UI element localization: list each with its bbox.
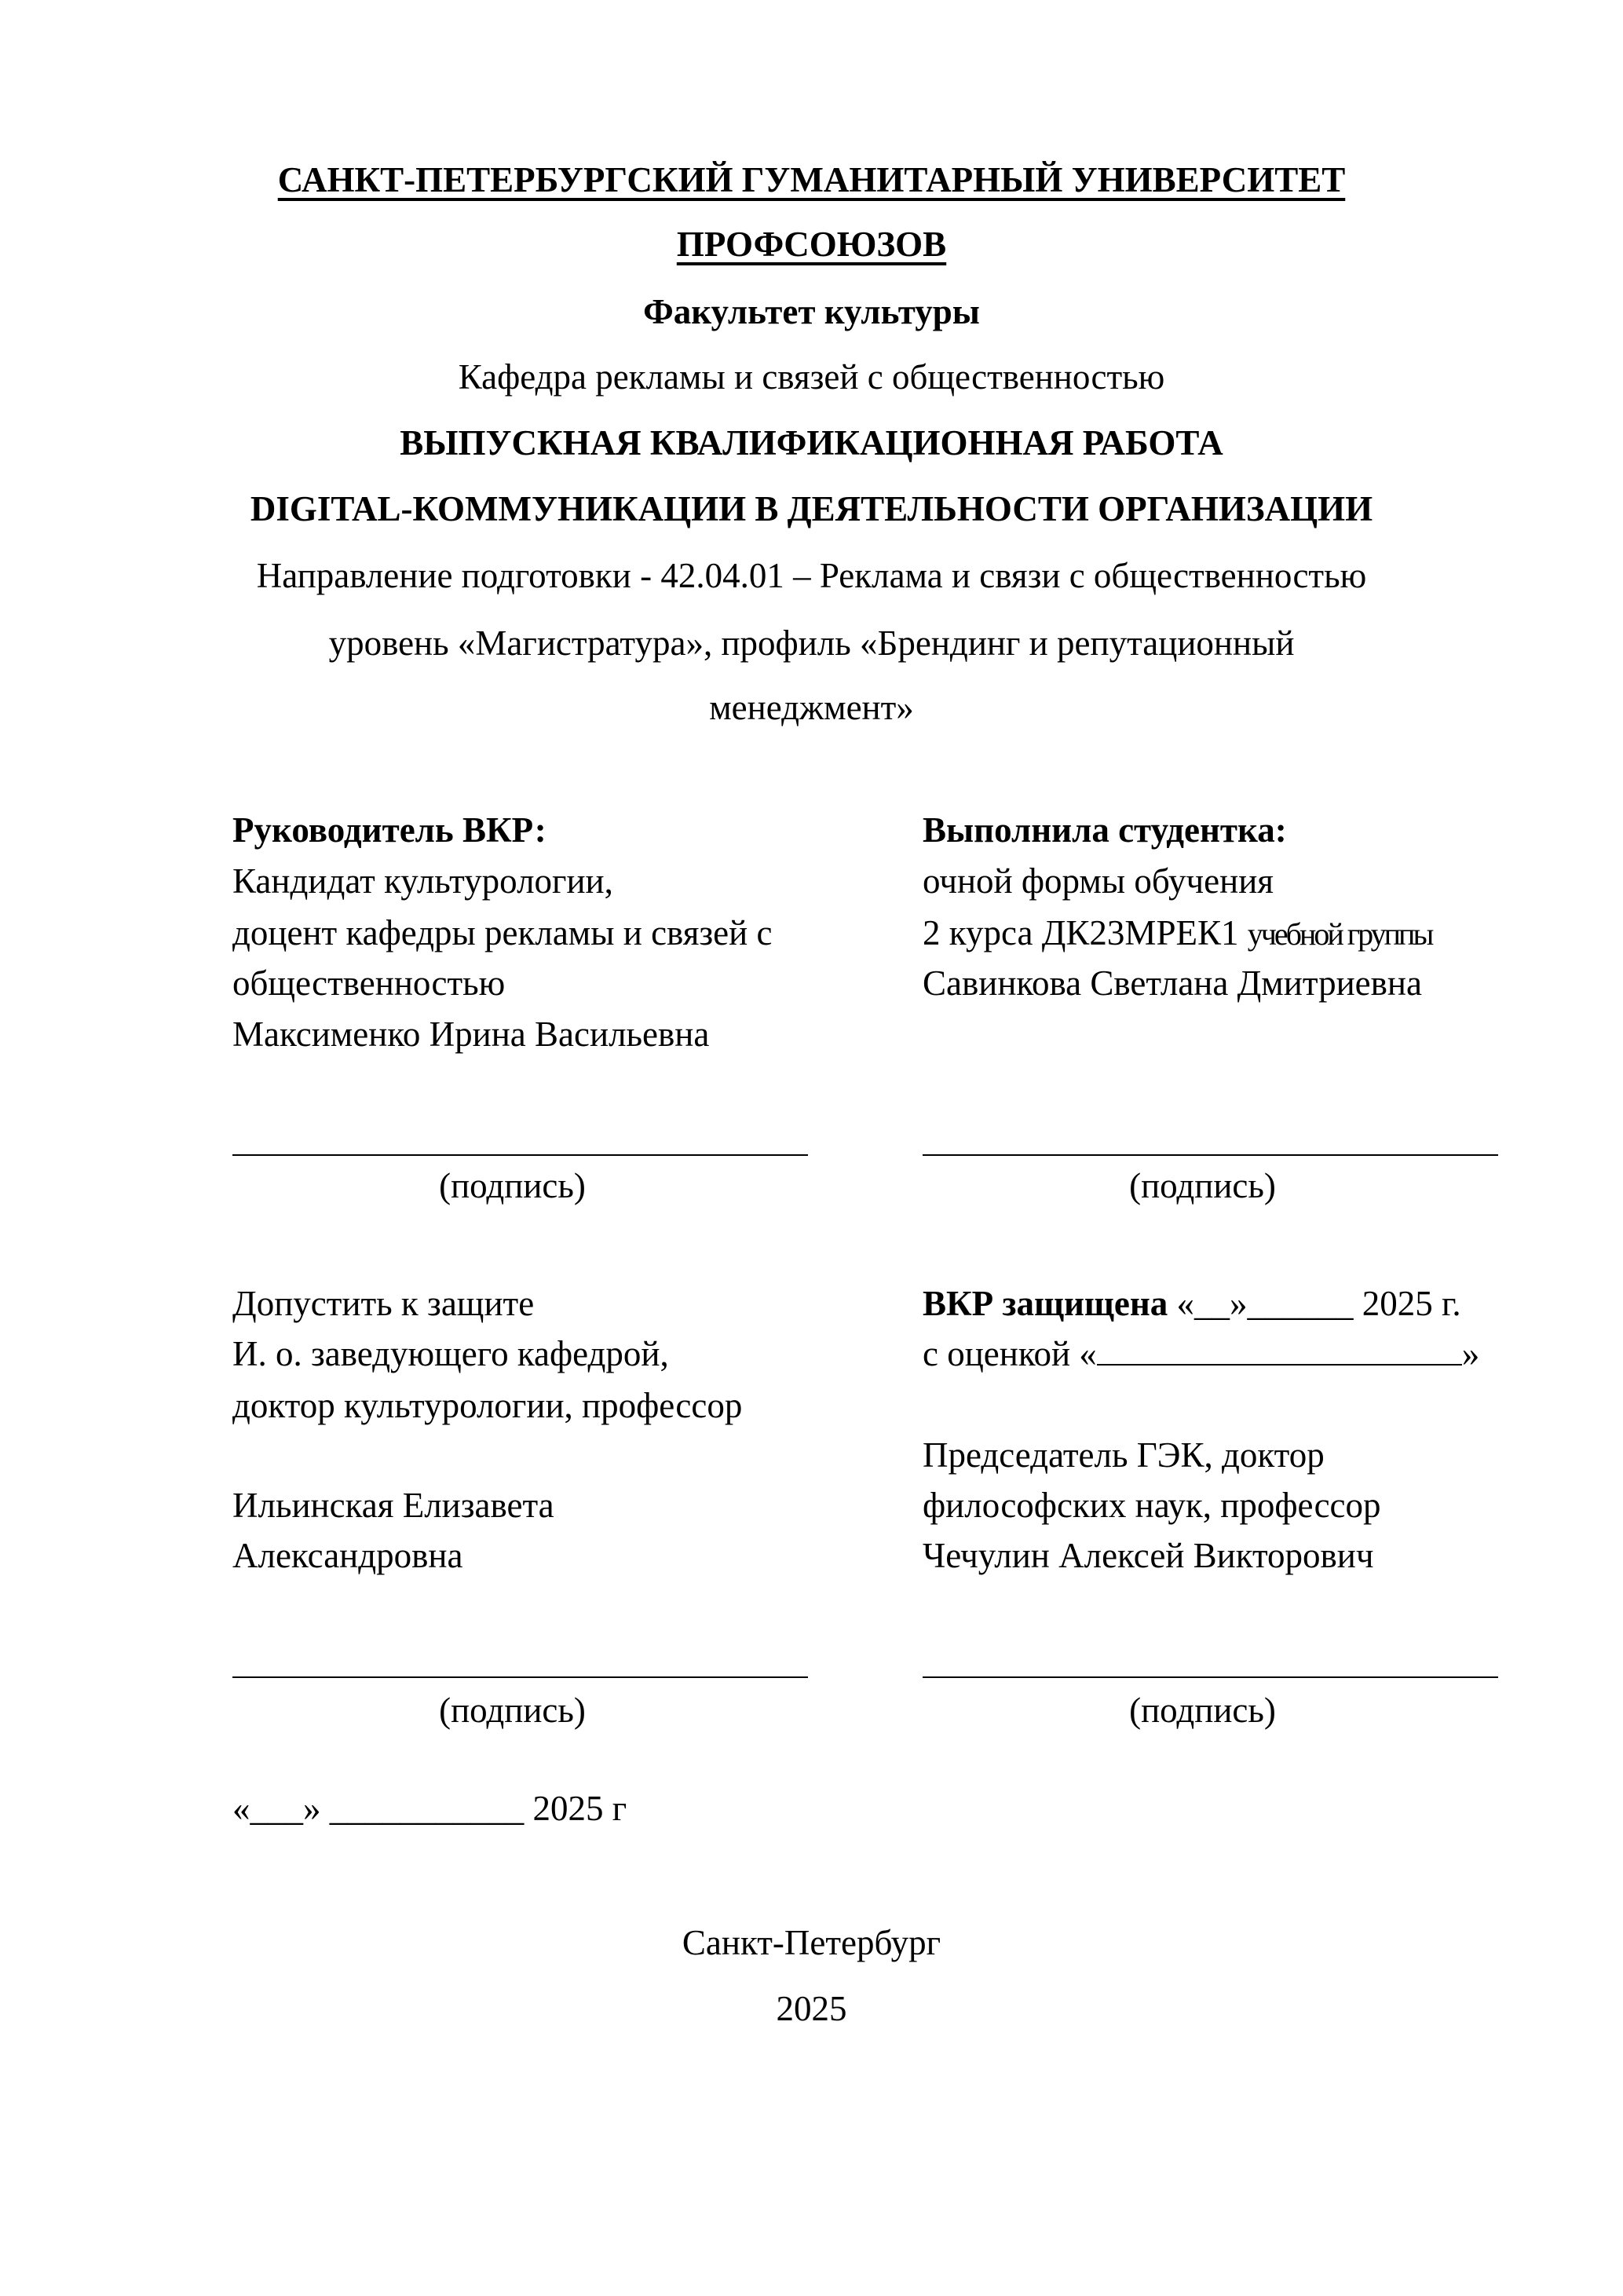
head-name-line1: Ильинская Елизавета (232, 1486, 554, 1525)
defense-date-line (923, 1281, 1461, 1325)
head-signature-caption: (подпись) (439, 1691, 586, 1730)
supervisor-line: доцент кафедры рекламы и связей с (232, 913, 773, 952)
chair-signature-caption: (подпись) (1129, 1691, 1276, 1730)
supervisor-signature-line (232, 1154, 808, 1156)
work-type: ВЫПУСКНАЯ КВАЛИФИКАЦИОННАЯ РАБОТА (400, 423, 1223, 462)
student-group (923, 911, 1431, 955)
supervisor-line: Кандидат культурологии, (232, 861, 613, 901)
grade-blank (1097, 1334, 1462, 1366)
study-level-line2: менеджмент» (709, 688, 914, 727)
supervisor-signature-caption: (подпись) (439, 1166, 586, 1205)
admission-date: «___» ___________ 2025 г (232, 1789, 627, 1828)
defense-date: «__»______ 2025 г. (1168, 1284, 1461, 1323)
student-group-label: учебной группы (1247, 916, 1432, 952)
student-signature-line (923, 1154, 1498, 1156)
head-name-line2: Александровна (232, 1536, 463, 1575)
study-direction: Направление подготовки - 42.04.01 – Реклама и связи с общественностью (256, 556, 1367, 595)
admission-line: И. о. заведующего кафедрой, (232, 1334, 669, 1373)
chair-name: Чечулин Алексей Викторович (923, 1536, 1374, 1575)
thesis-topic: DIGITAL-КОММУНИКАЦИИ В ДЕЯТЕЛЬНОСТИ ОРГАНИЗАЦИИ (250, 489, 1373, 528)
chair-line: философских наук, профессор (923, 1486, 1381, 1525)
chair-signature-line (923, 1676, 1498, 1678)
student-name: Савинкова Светлана Дмитриевна (923, 963, 1422, 1003)
city: Санкт-Петербург (682, 1923, 941, 1962)
chair-line: Председатель ГЭК, доктор (923, 1435, 1325, 1475)
supervisor-heading: Руководитель ВКР: (232, 810, 546, 850)
grade-prefix: с оценкой « (923, 1334, 1097, 1373)
university-name-line1: САНКТ-ПЕТЕРБУРГСКИЙ ГУМАНИТАРНЫЙ УНИВЕРСИТЕТ (277, 160, 1346, 199)
defense-heading: ВКР защищена (923, 1284, 1168, 1323)
student-signature-caption: (подпись) (1129, 1166, 1276, 1205)
admission-line: Допустить к защите (232, 1284, 535, 1323)
grade-suffix: » (1461, 1334, 1480, 1373)
study-level-line1: уровень «Магистратура», профиль «Брендинг и репутационный (328, 623, 1295, 663)
year: 2025 (776, 1989, 847, 2028)
student-heading: Выполнила студентка: (923, 810, 1287, 850)
student-study-form: очной формы обучения (923, 861, 1274, 901)
faculty: Факультет культуры (643, 292, 980, 331)
admission-line: доктор культурологии, профессор (232, 1386, 743, 1425)
student-course: 2 курса ДК23МРЕК1 (923, 913, 1239, 952)
defense-grade-line (923, 1332, 1479, 1376)
university-name-line2: ПРОФСОЮЗОВ (676, 225, 947, 264)
supervisor-name: Максименко Ирина Васильевна (232, 1015, 710, 1054)
department: Кафедра рекламы и связей с общественностью (458, 357, 1165, 397)
head-signature-line (232, 1676, 808, 1678)
supervisor-line: общественностью (232, 963, 506, 1003)
